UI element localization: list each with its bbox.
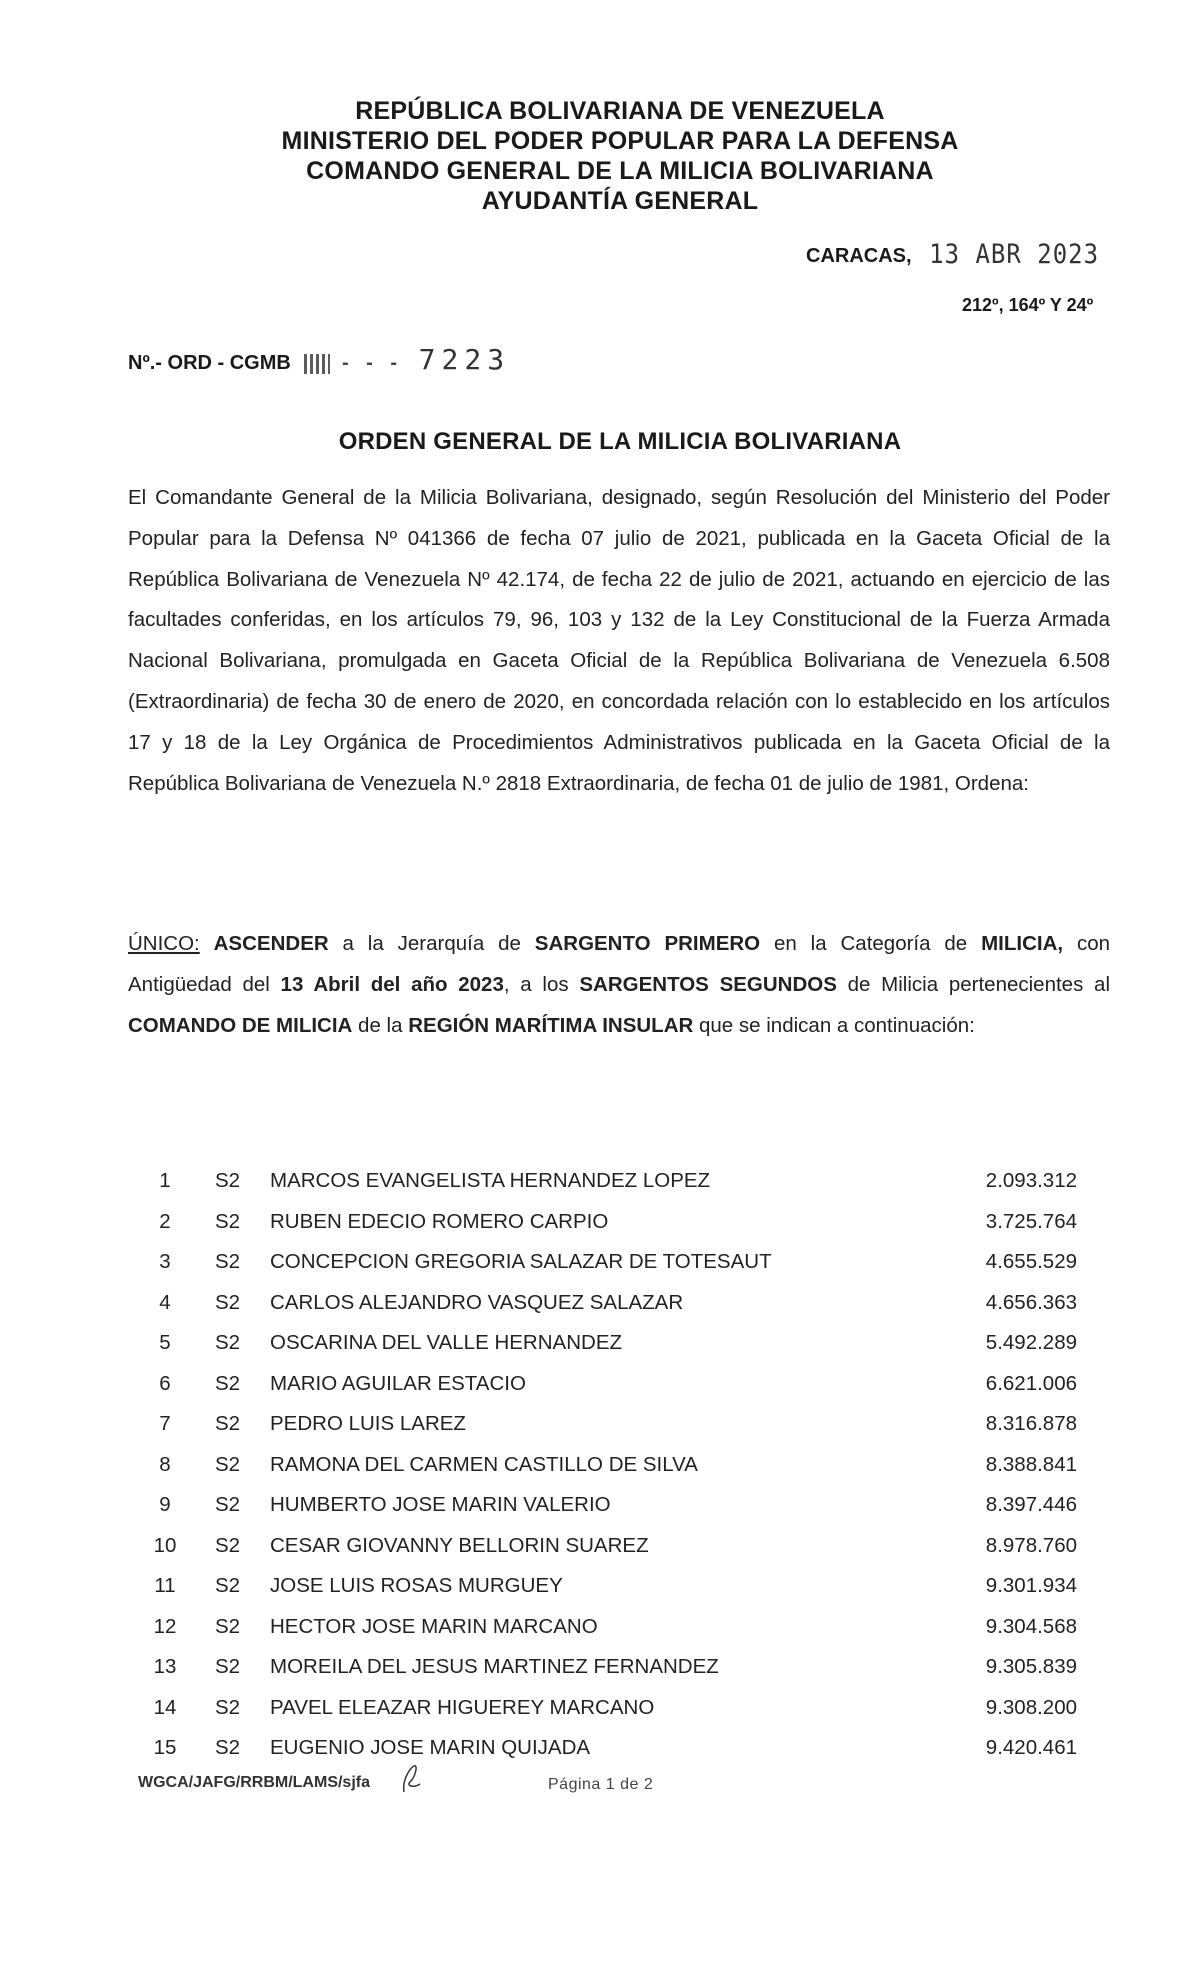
roster-row [150,1611,1110,1652]
page-number: Página 1 de 2 [548,1776,654,1793]
date-stamp: 13 ABR 2023 [929,238,1100,270]
roster-number: 9 [159,1493,171,1516]
stamp-dashes: - - - [341,352,404,374]
letterhead [0,96,1200,216]
roster-rank: S2 [215,1209,241,1233]
roster-rank: S2 [215,1533,241,1557]
order-text: , a los [503,972,580,996]
roster-id-number: 8.388.841 [985,1452,1077,1476]
seniority-date: 13 Abril del año 2023 [280,972,504,996]
document-title: ORDEN GENERAL DE LA MILICIA BOLIVARIANA [338,428,902,455]
roster-number: 8 [159,1452,171,1476]
roster-rank: S2 [215,1250,241,1273]
letterhead-line-republic: REPÚBLICA BOLIVARIANA DE VENEZUELA [355,97,885,125]
roster-number: 14 [153,1695,177,1719]
roster-number: 12 [153,1614,177,1638]
roster-name: CARLOS ALEJANDRO VASQUEZ SALAZAR [270,1290,684,1314]
roster-number: 15 [153,1736,177,1759]
place-label: CARACAS, [806,245,912,267]
roster-id-number: 6.621.006 [985,1371,1077,1395]
roster-name: HUMBERTO JOSE MARIN VALERIO [270,1493,611,1516]
rank-to: SARGENTO PRIMERO [534,932,761,955]
letterhead-line-office: AYUDANTÍA GENERAL [481,187,759,215]
place-date [806,240,1099,268]
category: MILICIA, [981,932,1064,955]
roster-rank: S2 [215,1331,241,1354]
roster-number: 2 [159,1209,171,1233]
rank-from: SARGENTOS SEGUNDOS [579,972,837,996]
roster-rank: S2 [215,1169,241,1192]
handwritten-scribble-icon [304,354,330,374]
roster-row [150,1489,1110,1530]
initials-signature-icon [396,1762,426,1796]
roster-rank: S2 [215,1452,241,1476]
order-text: a la Jerarquía de [328,932,535,955]
order-number-stamp: 7223 [418,343,511,376]
order-number [128,343,510,376]
roster-row [150,1368,1110,1409]
order-text: con Antigüedad del [128,932,1110,996]
roster-row [150,1408,1110,1449]
roster-name: RUBEN EDECIO ROMERO CARPIO [270,1209,609,1233]
roster-id-number: 4.655.529 [985,1250,1077,1273]
roster-id-number: 5.492.289 [985,1331,1077,1354]
roster-name: CONCEPCION GREGORIA SALAZAR DE TOTESAUT [270,1250,772,1273]
order-text: de la [352,1013,409,1037]
roster-id-number: 9.305.839 [985,1655,1077,1678]
letterhead-line-ministry: MINISTERIO DEL PODER POPULAR PARA LA DEFENSA [281,127,959,155]
preamble-paragraph: El Comandante General de la Milicia Bolivariana, designado, según Resolución del Ministerio del Poder Popular para la Defensa Nº 041366 de fecha 07 julio de 2021, publicada en la Gaceta Oficial de la República Bolivariana de Venezuela Nº 42.174, de fecha 22 de julio de 2021, actuando en ejercicio de las facultades conferidas, en los artículos 79, 96, 103 y 132 de la Ley Constitucional de la Fuerza Armada Nacional Bolivariana, promulgada en Gaceta Oficial de la República Bolivariana de Venezuela 6.508 (Extraordinaria) de fecha 30 de enero de 2020, en concordada relación con lo establecido en los artículos 17 y 18 de la Ley Orgánica de Procedimientos Administrativos publicada en la Gaceta Oficial de la República Bolivariana de Venezuela N.º 2818 Extraordinaria, de fecha 01 de julio de 1981, Ordena: [128,486,1110,795]
roster-id-number: 8.397.446 [985,1493,1077,1516]
roster-name: PEDRO LUIS LAREZ [270,1412,466,1435]
roster-row [150,1287,1110,1328]
roster-number: 5 [159,1331,171,1354]
order-paragraph [128,924,1110,1046]
roster-row [150,1692,1110,1733]
roster-number: 4 [159,1290,171,1314]
roster-row [150,1327,1110,1368]
roster-row [150,1449,1110,1490]
roster-id-number: 9.301.934 [985,1574,1077,1597]
order-text: que se indican a continuación: [693,1013,975,1037]
roster-rank: S2 [215,1371,241,1395]
roster-rank: S2 [215,1290,241,1314]
order-verb: ASCENDER [213,932,329,955]
roster-name: PAVEL ELEAZAR HIGUEREY MARCANO [270,1695,655,1719]
roster-id-number: 2.093.312 [985,1169,1077,1192]
roster-id-number: 9.304.568 [985,1614,1077,1638]
roster-row [150,1570,1110,1611]
roster-row [150,1165,1110,1206]
roster-row [150,1732,1110,1773]
roster-number: 11 [154,1574,176,1597]
roster-row [150,1206,1110,1247]
roster-row [150,1246,1110,1287]
roster-number: 7 [159,1412,171,1435]
roster-list [150,1165,1110,1773]
roster-row [150,1530,1110,1571]
order-label: ÚNICO: [128,932,200,955]
roster-id-number: 8.316.878 [985,1412,1077,1435]
roster-number: 10 [153,1533,177,1557]
roster-id-number: 3.725.764 [985,1209,1077,1233]
roster-id-number: 9.308.200 [985,1695,1077,1719]
region-name: REGIÓN MARÍTIMA INSULAR [408,1013,694,1037]
roster-name: OSCARINA DEL VALLE HERNANDEZ [270,1331,623,1354]
order-text: de Milicia pertenecientes al [836,972,1111,996]
footer-reference: WGCA/JAFG/RRBM/LAMS/sjfa [138,1774,370,1791]
roster-name: MARIO AGUILAR ESTACIO [270,1371,526,1395]
roster-id-number: 9.420.461 [985,1736,1077,1759]
order-number-prefix: Nº.- ORD - CGMB [128,352,291,374]
roster-id-number: 8.978.760 [985,1533,1077,1557]
years-line: 212º, 164º Y 24º [962,295,1094,315]
command-name: COMANDO DE MILICIA [128,1013,353,1037]
roster-rank: S2 [215,1574,241,1597]
roster-number: 6 [159,1371,171,1395]
roster-number: 3 [159,1250,171,1273]
roster-name: JOSE LUIS ROSAS MURGUEY [270,1574,563,1597]
roster-name: HECTOR JOSE MARIN MARCANO [270,1614,598,1638]
roster-name: CESAR GIOVANNY BELLORIN SUAREZ [270,1533,649,1557]
letterhead-line-command: COMANDO GENERAL DE LA MILICIA BOLIVARIANA [306,157,934,185]
order-text: en la Categoría de [760,932,982,955]
roster-name: MARCOS EVANGELISTA HERNANDEZ LOPEZ [270,1169,711,1192]
roster-rank: S2 [215,1655,241,1678]
roster-number: 1 [159,1169,171,1192]
roster-rank: S2 [215,1493,241,1516]
roster-row [150,1651,1110,1692]
roster-number: 13 [153,1655,177,1678]
roster-name: EUGENIO JOSE MARIN QUIJADA [270,1736,591,1759]
roster-rank: S2 [215,1695,241,1719]
roster-rank: S2 [215,1736,241,1759]
roster-name: MOREILA DEL JESUS MARTINEZ FERNANDEZ [270,1655,719,1678]
roster-id-number: 4.656.363 [985,1290,1077,1314]
roster-name: RAMONA DEL CARMEN CASTILLO DE SILVA [270,1452,698,1476]
roster-rank: S2 [215,1614,241,1638]
roster-rank: S2 [215,1412,241,1435]
